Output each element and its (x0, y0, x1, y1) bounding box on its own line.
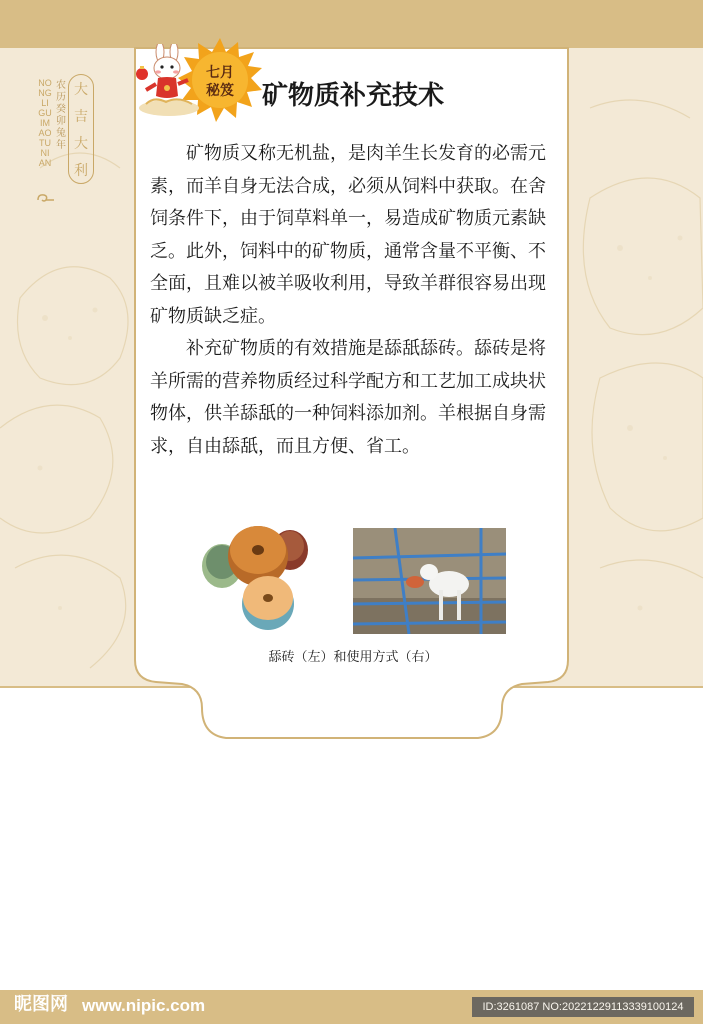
seal-char: 利 (74, 163, 88, 179)
lunar-year-label: 农历癸卯兔年 (56, 80, 66, 151)
watermark-url[interactable]: www.nipic.com (82, 996, 206, 1015)
seal-char: 大 (74, 136, 88, 152)
seal-char: 大 (74, 82, 88, 98)
brand-pinyin-vertical: NONGLIGUIMAOTUNIAN (38, 78, 52, 168)
cloud-swirl-icon (36, 192, 56, 204)
article-body (150, 138, 555, 463)
watermark-id: ID:3261087 NO:20221229113339100124 (472, 997, 694, 1017)
watermark-logo: 昵图网 (14, 994, 68, 1015)
auspicious-seal (68, 74, 94, 184)
article-paragraph: 补充矿物质的有效措施是舔舐舔砖。舔砖是将羊所需的营养物质经过科学配方和工艺加工成块状物体，供羊舔舐的一种饲料添加剂。羊根据自身需求，自由舔舐，而且方便、省工。 (150, 338, 546, 457)
page-title: 矿物质补充技术 (262, 81, 445, 111)
badge-line-2: 秘笈 (206, 83, 234, 99)
seal-char: 吉 (74, 109, 88, 125)
badge-line-1: 七月 (206, 65, 234, 81)
article-paragraph: 矿物质又称无机盐，是肉羊生长发育的必需元素，而羊自身无法合成，必须从饲料中获取。在舍饲条件下，由于饲草料单一，易造成矿物质元素缺乏。此外，饲料中的矿物质，通常含量不平衡、不全面，且难以被羊吸收利用，导致羊群很容易出现矿物质缺乏症。 (150, 143, 546, 327)
goat-pen-photo-icon (353, 528, 506, 634)
rabbit-mascot-icon (134, 44, 204, 118)
figure-caption: 舔砖（左）和使用方式（右） (268, 650, 438, 665)
goat-licking-photo (353, 528, 506, 634)
lick-block-photo (200, 520, 312, 632)
